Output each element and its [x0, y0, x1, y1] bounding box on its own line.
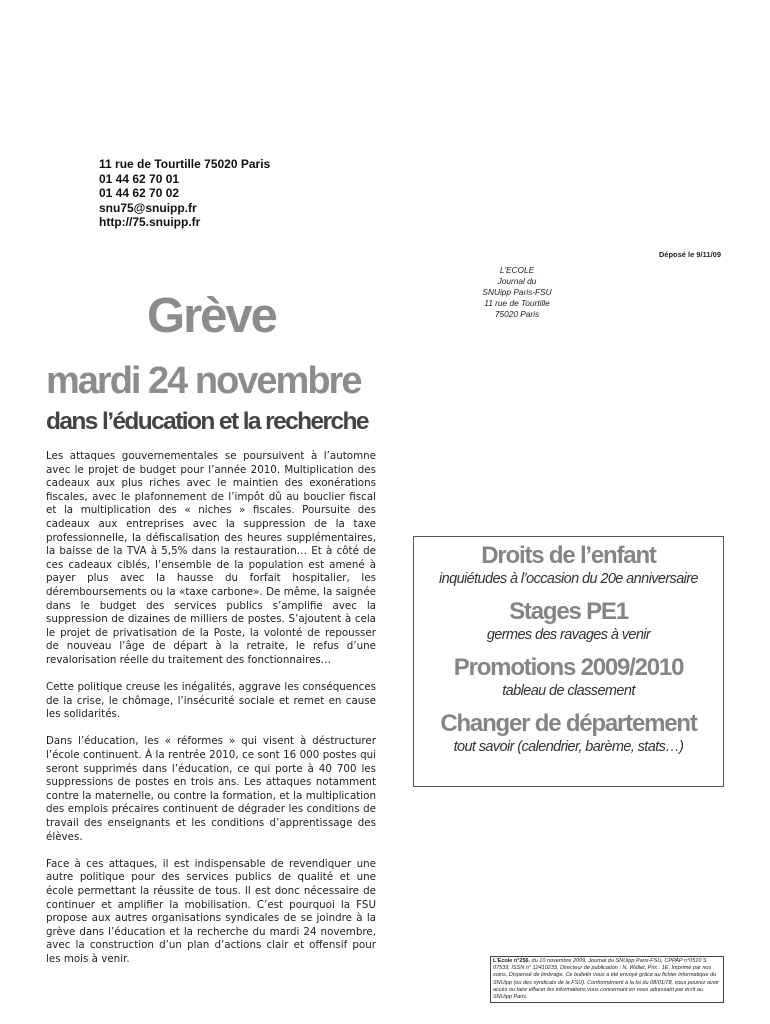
journal-line: Journal du	[497, 276, 537, 286]
phone-2: 01 44 62 70 02	[99, 186, 180, 201]
address-block	[99, 157, 270, 230]
contents-subtitle: tout savoir (calendrier, barème, stats…)	[453, 739, 684, 755]
legal-notice-text: , du 10 novembre 2009, Journal du SNUipp Paris-FSU, CPPAP n°0510 S 07539, ISSN n° 12410233, Directeur de publication : N. Wallet, Prix : 1E. Imprimé par nos soins. Dispensé de timbrage. Ce bulletin vous a été envoyé grâce au fichier informatique du SNUipp (ou des syndicats de la FSU). Conformément à la loi du 08/01/78, vous pouvez avoir accès ou faire effacer les informations vous concernant en vous adressant par écrit au SNUipp Paris.	[493, 958, 719, 1001]
article-paragraph: Cette politique creuse les inégalités, aggrave les conséquences de la crise, le chômage, l’insécurité sociale et remet en cause les solidarités.	[46, 681, 376, 721]
article-body	[46, 450, 376, 980]
phone-1: 01 44 62 70 01	[99, 171, 180, 186]
contents-subtitle: tableau de classement	[502, 683, 635, 699]
contents-title: Droits de l’enfant	[481, 542, 656, 569]
legal-notice-lead: L'Ecole n°256	[493, 958, 529, 964]
contents-title: Changer de département	[440, 710, 697, 737]
journal-line: 11 rue de Tourtille	[484, 298, 550, 308]
email[interactable]: snu75@snuipp.fr	[99, 200, 197, 215]
journal-line: L'ECOLE	[499, 265, 535, 275]
headline-title: Grève	[147, 289, 276, 343]
headline-date: mardi 24 novembre	[46, 360, 361, 402]
contents-title: Promotions 2009/2010	[453, 654, 684, 681]
deposit-date: Déposé le 9/11/09	[658, 250, 721, 259]
contents-subtitle: inquiétudes à l’occasion du 20e anniversaire	[439, 571, 698, 587]
address-street: 11 rue de Tourtille 75020 Paris	[99, 157, 271, 171]
article-paragraph: Les attaques gouvernementales se poursuivent à l’automne avec le projet de budget pour l’année 2010. Multiplication des cadeaux aux plus riches avec le maintien des exonérations fiscales, avec le plafonnement de l’impôt dû au bouclier fiscal et la multiplication des « niches » fiscales. Poursuite des cadeaux aux entreprises avec la suppression de la taxe professionnelle, la défiscalisation des heures supplémentaires, la baisse de la TVA à 5,5% dans la restauration… Et à côté de ces cadeaux ciblés, l’ensemble de la population est amené à payer plus avec la hausse du forfait hospitalier, les déremboursements ou la «taxe carbone». De même, la saignée dans le budget des services publics s’amplifie avec la suppression de dizaines de milliers de postes. S’ajoutent à cela le projet de privatisation de la Poste, la volonté de repousser de nouveau l’âge de départ à la retraite, le refus d’une revalorisation réelle du traitement des fonctionnaires…	[46, 450, 376, 666]
journal-info	[467, 265, 567, 320]
legal-notice	[490, 956, 724, 1003]
contents-title: Stages PE1	[509, 598, 628, 625]
headline-subtitle: dans l’éducation et la recherche	[46, 408, 368, 435]
article-paragraph: Dans l’éducation, les « réformes » qui visent à déstructurer l’école continuent. À la rentrée 2010, ce sont 16 000 postes qui seront supprimés dans l’éducation, ce qui porte à 40 700 les suppressions de postes en trois ans. Les attaques notamment contre la maternelle, ou contre la formation, et la multiplication des emplois précaires continuent de dégrader les conditions de travail des enseignants et les conditions d’apprentissage des élèves.	[46, 735, 376, 843]
contents-subtitle: germes des ravages à venir	[486, 627, 651, 643]
journal-line: 75020 Paris	[494, 309, 540, 319]
journal-line: SNUipp Paris-FSU	[482, 287, 552, 297]
website[interactable]: http://75.snuipp.fr	[99, 215, 201, 230]
contents-box	[413, 536, 724, 787]
article-paragraph: Face à ces attaques, il est indispensable de revendiquer une autre politique pour des services publics de qualité et une école permettant la réussite de tous. Il est donc nécessaire de continuer et amplifier la mobilisation. C’est pourquoi la FSU propose aux autres organisations syndicales de se joindre à la grève dans l’éducation et la recherche du mardi 24 novembre, avec la construction d’un plan d’actions clair et offensif pour les mois à venir.	[46, 857, 376, 965]
